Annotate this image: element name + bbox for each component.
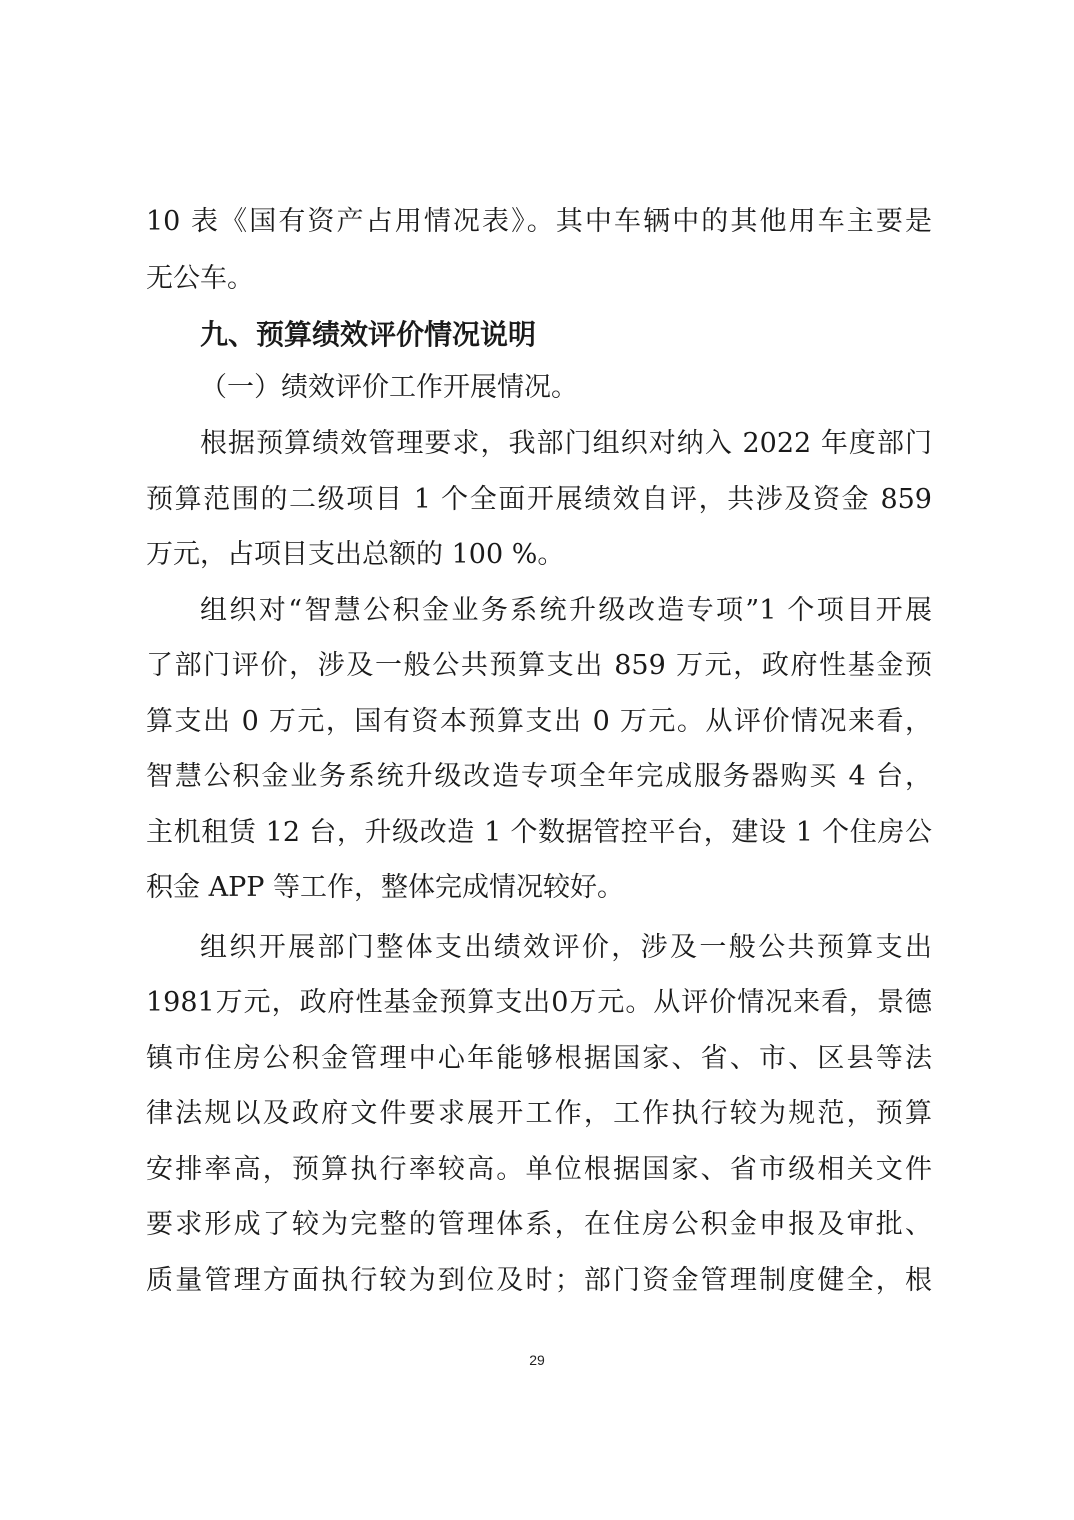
paragraph-3-line-3: 镇市住房公积金管理中心年能够根据国家、省、市、区县等法 [146, 1043, 932, 1074]
paragraph-3-line-6: 要求形成了较为完整的管理体系，在住房公积金申报及审批、 [146, 1209, 932, 1240]
paragraph-2-line-3: 算支出 0 万元，国有资本预算支出 0 万元。从评价情况来看， [146, 706, 932, 737]
paragraph-2-line-6: 积金 APP 等工作，整体完成情况较好。 [146, 872, 624, 903]
paragraph-3-line-1: 组织开展部门整体支出绩效评价，涉及一般公共预算支出 [200, 932, 932, 963]
paragraph-assets-line-1: 10 表《国有资产占用情况表》。其中车辆中的其他用车主要是 [146, 206, 932, 237]
paragraph-2-line-4: 智慧公积金业务系统升级改造专项全年完成服务器购买 4 台， [146, 761, 932, 792]
paragraph-assets-line-2: 无公车。 [146, 263, 254, 294]
paragraph-1-line-1: 根据预算绩效管理要求，我部门组织对纳入 2022 年度部门 [200, 428, 932, 459]
paragraph-1-line-3: 万元，占项目支出总额的 100 %。 [146, 539, 565, 570]
page-number: 29 [529, 1352, 545, 1368]
paragraph-3-line-2: 1981万元，政府性基金预算支出0万元。从评价情况来看，景德 [146, 987, 932, 1018]
paragraph-2-line-5: 主机租赁 12 台，升级改造 1 个数据管控平台，建设 1 个住房公 [146, 817, 932, 848]
paragraph-3-line-5: 安排率高，预算执行率较高。单位根据国家、省市级相关文件 [146, 1154, 932, 1185]
section-heading: 九、预算绩效评价情况说明 [200, 318, 537, 351]
paragraph-3-line-7: 质量管理方面执行较为到位及时；部门资金管理制度健全，根 [146, 1265, 932, 1296]
paragraph-1-line-2: 预算范围的二级项目 1 个全面开展绩效自评，共涉及资金 859 [146, 484, 932, 515]
paragraph-3-line-4: 律法规以及政府文件要求展开工作，工作执行较为规范，预算 [146, 1098, 932, 1129]
paragraph-2-line-1: 组织对“智慧公积金业务系统升级改造专项”1 个项目开展 [200, 595, 932, 626]
subsection-heading: （一）绩效评价工作开展情况。 [200, 372, 578, 403]
paragraph-2-line-2: 了部门评价，涉及一般公共预算支出 859 万元，政府性基金预 [146, 650, 932, 681]
